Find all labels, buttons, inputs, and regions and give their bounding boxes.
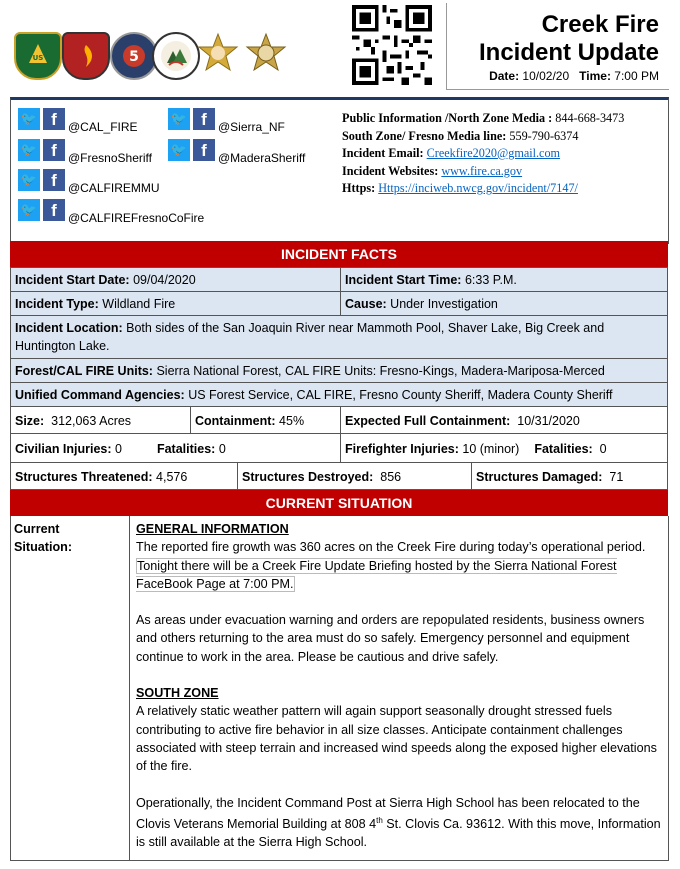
general-paragraph-2: As areas under evacuation warning and orders are repopulated residents, business owners and others returning to the area must do so safely. Emergency personnel and equipment continue to work in the area. Please be cautious and drive safely. — [136, 613, 645, 664]
destroyed-value: 856 — [380, 470, 402, 484]
civilian-cell — [10, 433, 341, 463]
firefighter-fatalities-label: Fatalities: — [534, 442, 593, 456]
south-zone-line — [342, 128, 624, 146]
email-label: Incident Email: — [342, 146, 424, 160]
situation-body — [136, 520, 662, 852]
units-label: Forest/CAL FIRE Units: — [15, 364, 153, 378]
general-info-heading: GENERAL INFORMATION — [136, 522, 289, 536]
incident-type-cell — [10, 291, 341, 316]
facebook-icon[interactable]: f — [193, 108, 215, 130]
social-handle[interactable]: @CAL_FIRE — [68, 120, 138, 134]
agencies-label: Unified Command Agencies: — [15, 388, 185, 402]
situation-side-label — [14, 520, 124, 556]
facebook-icon[interactable]: f — [43, 169, 65, 191]
icp-text-a: Operationally, the Incident Command Post at Sierra High School has been relocated to the Clovis Veterans Memorial Building at 808 4 — [136, 795, 640, 832]
destroyed-cell — [237, 462, 472, 490]
facebook-icon[interactable]: f — [43, 108, 65, 130]
start-date-cell — [10, 267, 341, 292]
damaged-label: Structures Damaged: — [476, 470, 603, 484]
start-time-label: Incident Start Time: — [345, 273, 462, 287]
public-info — [342, 110, 624, 198]
units-cell — [10, 358, 668, 383]
twitter-icon[interactable]: 🐦 — [18, 199, 40, 221]
incident-facts-heading: INCIDENT FACTS — [10, 241, 668, 267]
civilian-fatalities-label: Fatalities: — [156, 442, 216, 456]
svg-text:5: 5 — [129, 49, 139, 65]
facebook-icon[interactable]: f — [43, 139, 65, 161]
email-line — [342, 145, 624, 163]
svg-text:US: US — [32, 54, 44, 62]
twitter-icon[interactable]: 🐦 — [18, 139, 40, 161]
agencies-cell — [10, 382, 668, 407]
social-cal-fire[interactable] — [18, 104, 138, 134]
north-zone-phone: 844-668-3473 — [555, 111, 625, 125]
facebook-icon[interactable]: f — [43, 199, 65, 221]
location-cell — [10, 315, 668, 359]
social-madera-sheriff[interactable] — [168, 135, 305, 165]
cause-cell — [340, 291, 668, 316]
north-zone-line — [342, 110, 624, 128]
briefing-announcement: Tonight there will be a Creek Fire Update Briefing hosted by the Sierra National Forest FaceBook Page at 7:00 PM. — [136, 558, 617, 591]
https-line — [342, 180, 624, 198]
start-date-value: 09/04/2020 — [133, 273, 196, 287]
firefighter-injuries-label: Firefighter Injuries: — [345, 442, 459, 456]
size-value: 312,063 Acres — [51, 414, 132, 428]
civilian-fatalities-value: 0 — [218, 442, 226, 456]
damaged-cell — [471, 462, 668, 490]
twitter-icon[interactable]: 🐦 — [168, 139, 190, 161]
website-label: Incident Websites: — [342, 163, 439, 178]
us-forest-service-logo — [14, 32, 62, 80]
social-handle[interactable]: @Sierra_NF — [218, 120, 285, 134]
fire-growth-text: The reported fire growth was 360 acres on the Creek Fire during today’s operational period. — [136, 540, 646, 555]
website-link[interactable]: www.fire.ca.gov — [441, 163, 523, 178]
social-handle[interactable]: @CALFIREFresnoCoFire — [68, 211, 205, 225]
location-value: Both sides of the San Joaquin River near Mammoth Pool, Shaver Lake, Big Creek and Huntington Lake. — [15, 321, 605, 353]
firefighter-cell — [340, 433, 668, 463]
icp-text-b: St. Clovis Ca. 93612. With this move, Information is still available at the Sierra High School. — [136, 817, 661, 850]
units-value: Sierra National Forest, CAL FIRE Units: Fresno-Kings, Madera-Mariposa-Merced — [156, 364, 605, 378]
side-label-line-2: Situation: — [14, 540, 73, 554]
social-sierra-nf[interactable] — [168, 104, 285, 134]
date-value: 10/02/20 — [522, 69, 570, 83]
containment-value: 45% — [279, 414, 305, 428]
size-label: Size — [15, 414, 41, 428]
south-zone-label: South Zone/ Fresno Media line: — [342, 128, 507, 143]
time-label: Time: — [579, 69, 611, 83]
title-line-1: Creek Fire — [541, 11, 659, 38]
threatened-label: Structures Threatened: — [15, 470, 153, 484]
date-label: Date: — [489, 69, 520, 83]
destroyed-label: Structures Destroyed: — [242, 470, 374, 484]
south-zone-paragraph-1: A relatively static weather pattern will again support seasonally drought stressed fuels contributing to active fire behavior in all size classes. Anticipate containment challenges associated with steep terrain and increased wind speeds along the exposed higher elevations of the fire. — [136, 704, 657, 774]
social-fresno-sheriff[interactable] — [18, 135, 152, 165]
inciweb-link[interactable]: Https://inciweb.nwcg.gov/incident/7147/ — [378, 181, 578, 195]
sierra-national-forest-logo — [152, 32, 200, 80]
qr-code[interactable] — [352, 5, 432, 85]
location-label: Incident Location: — [15, 321, 123, 335]
damaged-value: 71 — [609, 470, 624, 484]
agency-5-logo — [110, 32, 158, 80]
social-calfire-fresno[interactable] — [18, 195, 204, 225]
https-label: Https: — [342, 181, 376, 195]
expected-containment-value: 10/31/2020 — [517, 414, 580, 428]
incident-type-value: Wildland Fire — [102, 297, 176, 311]
social-handle[interactable]: @CALFIREMMU — [68, 181, 160, 195]
containment-cell — [190, 406, 341, 434]
threatened-value: 4,576 — [156, 470, 188, 484]
twitter-icon[interactable]: 🐦 — [168, 108, 190, 130]
cal-fire-logo — [62, 32, 110, 80]
firefighter-fatalities-value: 0 — [599, 442, 607, 456]
north-zone-label: Public Information /North Zone Media : — [342, 111, 553, 125]
title-line-2: Incident Update — [478, 39, 659, 66]
general-paragraph-1 — [136, 538, 662, 593]
civilian-injuries-value: 0 — [115, 442, 122, 456]
current-situation-heading: CURRENT SITUATION — [10, 490, 668, 516]
agencies-value: US Forest Service, CAL FIRE, Fresno County Sheriff, Madera County Sheriff — [188, 388, 613, 402]
date-time-line — [489, 69, 659, 83]
sheriff-badge-logo — [244, 32, 288, 76]
page-title — [479, 11, 659, 67]
email-link[interactable]: Creekfire2020@gmail.com — [426, 146, 561, 160]
south-zone-heading: SOUTH ZONE — [136, 686, 219, 701]
ordinal-suffix: th — [376, 815, 383, 825]
time-value: 7:00 PM — [614, 69, 659, 83]
start-date-label: Incident Start Date: — [15, 273, 130, 287]
size-cell: Size: 312,063 Acres — [10, 406, 191, 434]
situation-divider — [129, 516, 130, 861]
facebook-icon[interactable]: f — [193, 139, 215, 161]
side-label-line-1: Current — [14, 522, 60, 536]
south-zone-phone: 559-790-6374 — [509, 128, 579, 143]
cause-label: Cause: — [345, 297, 387, 311]
social-handle[interactable]: @MaderaSheriff — [218, 151, 306, 165]
civilian-injuries-label: Civilian Injuries: — [15, 442, 112, 456]
expected-containment-cell — [340, 406, 668, 434]
containment-label: Containment: — [195, 414, 276, 428]
incident-type-label: Incident Type: — [15, 297, 99, 311]
twitter-icon[interactable]: 🐦 — [18, 169, 40, 191]
south-zone-paragraph-2 — [136, 794, 662, 852]
firefighter-injuries-value: 10 (minor) — [462, 442, 520, 456]
cause-value: Under Investigation — [390, 297, 498, 311]
website-line — [342, 163, 624, 181]
social-calfire-mmu[interactable] — [18, 165, 160, 195]
expected-containment-label: Expected Full Containment: — [345, 414, 511, 428]
title-box — [446, 3, 669, 90]
start-time-cell — [340, 267, 668, 292]
twitter-icon[interactable]: 🐦 — [18, 108, 40, 130]
start-time-value: 6:33 P.M. — [464, 273, 517, 287]
threatened-cell — [10, 462, 238, 490]
social-handle[interactable]: @FresnoSheriff — [68, 151, 152, 165]
sheriff-star-logo — [196, 32, 240, 76]
